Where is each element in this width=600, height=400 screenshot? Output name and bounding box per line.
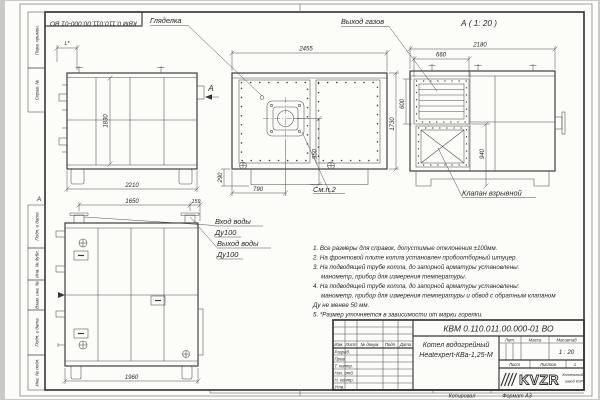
- dim-front-height: 1730: [390, 117, 396, 131]
- note-line: 2. На фронтовой плите котла установлен пробоотборный штуцер.: [313, 254, 518, 262]
- stamp-podp-data-1: Подп. и дата: [34, 212, 40, 241]
- doc-number-top: КВМ 0.110.011.00.000-01 ВО: [50, 19, 137, 27]
- dim-valve-zone: 940: [480, 148, 486, 160]
- stamp-inv-podl: Инв. № подл.: [34, 358, 40, 387]
- copy-label: Копировал: [448, 393, 476, 400]
- tb-lit-label: Лит.: [504, 337, 516, 343]
- view-a-title: А ( 1: 20 ): [461, 19, 497, 28]
- dim-side-height: 1830: [103, 114, 110, 128]
- tb-col-podp: Подп.: [384, 342, 397, 347]
- stamp-inv-dubl: Инв. № дубл.: [34, 250, 40, 278]
- tb-col-list: Лист: [345, 342, 357, 347]
- dim-louver-width: 660: [435, 52, 447, 59]
- tb-col-data: Дата: [399, 342, 412, 347]
- tb-sheet-label: Лист: [508, 361, 521, 367]
- tb-row-utv: Утв.: [334, 384, 345, 390]
- svg-text:Выход воды: Выход воды: [217, 239, 259, 248]
- note-line: манометр, прибор для измерения температуры и обвод с обратным клапаном: [321, 292, 556, 300]
- tb-col-docum: № докум.: [360, 342, 380, 347]
- dim-burner-offset: 790: [252, 187, 264, 193]
- tb-sheets-label: Листов: [540, 361, 556, 367]
- org-name-2: завод КЗР: [564, 379, 583, 384]
- tb-sheets-value: 1: [573, 361, 577, 367]
- fold-mark: А: [36, 196, 42, 203]
- tb-col-izm: Изм.: [334, 342, 344, 347]
- svg-text:Клапан взрывной: Клапан взрывной: [462, 188, 522, 198]
- note-line: Ду не менее 50 мм.: [313, 302, 370, 309]
- svg-text:См.п.2: См.п.2: [313, 185, 336, 194]
- dim-pipe-to-edge: 159: [191, 199, 201, 205]
- view-arrow-label: А: [208, 84, 214, 93]
- dim-side-width: 2210: [125, 183, 139, 189]
- tb-mass-label: Масса: [528, 337, 542, 343]
- dim-front-width: 2455: [299, 46, 313, 53]
- logo-text: KVZR: [519, 371, 560, 388]
- tb-scale-value: 1 : 20: [558, 349, 575, 356]
- dim-louver-height: 600: [400, 98, 406, 110]
- tb-row-razrab: Разраб.: [334, 349, 351, 355]
- svg-text:Вход воды: Вход воды: [215, 217, 251, 226]
- note-line: 1. Все размеры для справок, допустимые отклонения ±100мм.: [313, 245, 498, 252]
- note-line: 4. На подводящей трубе котла, до запорной арматуры установлены:: [313, 283, 520, 290]
- tb-row-prov: Пров.: [334, 356, 346, 362]
- dim-side-top: L*: [64, 41, 70, 47]
- tb-scale-label: Масштаб: [556, 337, 577, 343]
- tb-doc-number: КВМ 0.110.011.00.000-01 ВО: [443, 323, 554, 334]
- svg-text:Гляделка: Гляделка: [150, 16, 182, 25]
- svg-text:Ду100: Ду100: [217, 250, 239, 259]
- note-line: манометр, прибор для измерения температуры.: [321, 273, 467, 281]
- tb-product-name-1: Котел водогрейный: [422, 342, 490, 349]
- org-name-1: Котельный: [562, 373, 583, 377]
- tb-product-name-2: Heatexpert-КВа-1,25-М: [419, 352, 493, 359]
- tb-row-nachotd: Нач. отд.: [334, 370, 354, 376]
- dim-rear-width: 2180: [473, 42, 487, 49]
- format-label: Формат А3: [502, 393, 532, 400]
- tb-row-tkontr: Т. контр.: [334, 363, 354, 369]
- note-line: 3. На подводящей трубе котла, до запорной арматуры установлены:: [313, 264, 520, 271]
- dim-back-width: 1960: [124, 375, 139, 381]
- dim-burner-axis: 950: [312, 148, 319, 160]
- stamp-perv-primen: Перв. примен.: [34, 25, 40, 55]
- note-line: 5. *Размер уточняется в зависимости от марки горелки.: [313, 311, 483, 319]
- dim-pipes-span: 1650: [125, 199, 139, 205]
- stamp-sprav-no: Справ. №: [34, 79, 40, 101]
- dim-front-base: 290: [218, 172, 224, 183]
- svg-text:Выход газов: Выход газов: [341, 17, 385, 26]
- stamp-vzam-inv: Взам. инв. №: [34, 281, 40, 309]
- stamp-podp-data-2: Подп. и дата: [34, 318, 40, 347]
- tb-row-nkontr: Н. контр.: [334, 377, 354, 383]
- svg-text:Ду100: Ду100: [215, 228, 237, 237]
